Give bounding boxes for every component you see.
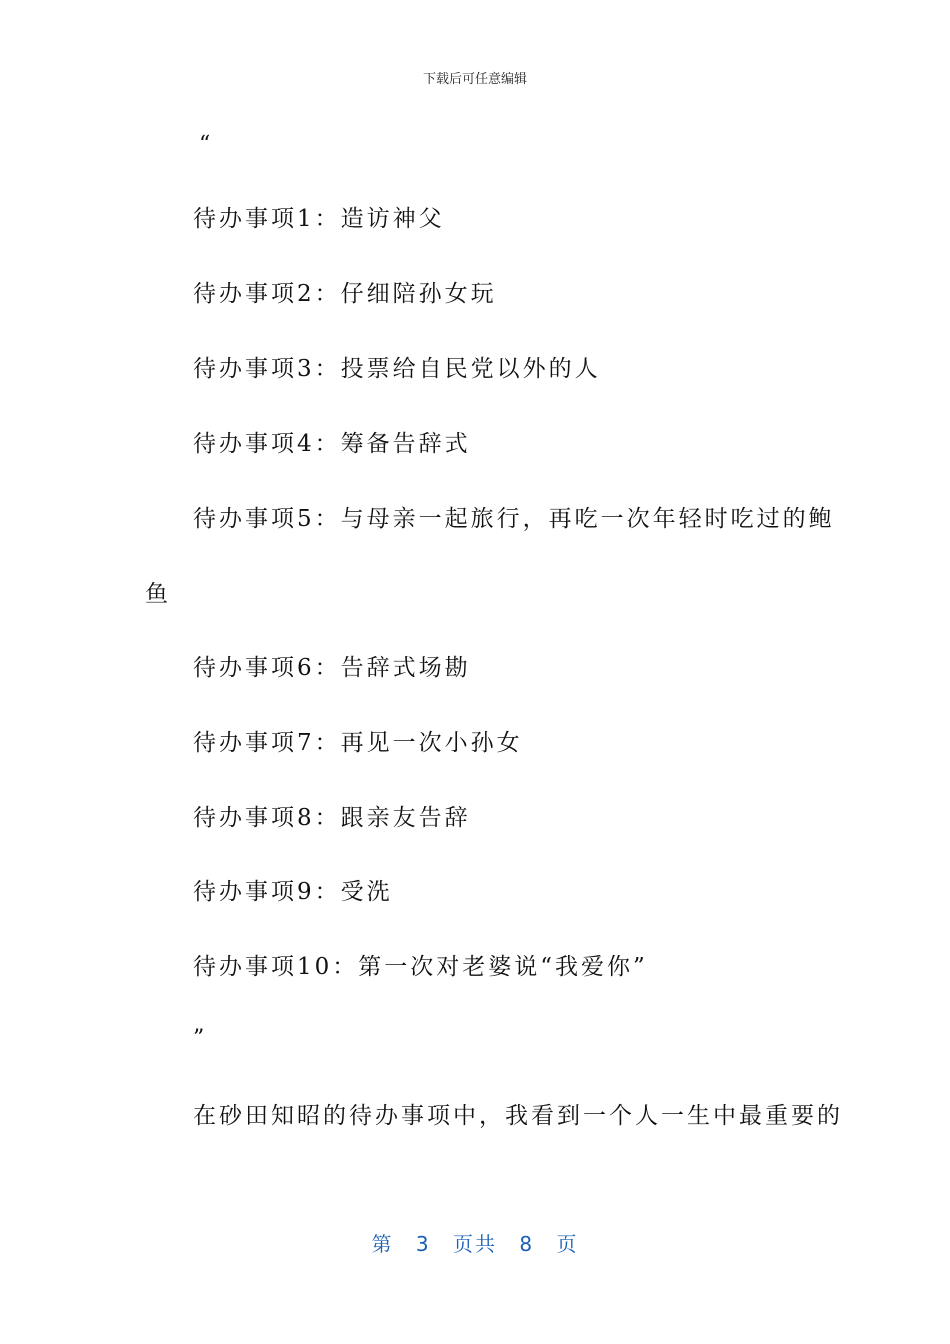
todo-item-2: 待办事项2：仔细陪孙女玩: [193, 281, 497, 307]
paragraph-start: 在砂田知昭的待办事项中，我看到一个人一生中最重要的: [193, 1103, 843, 1129]
page-footer: [0, 1228, 950, 1257]
todo-item-10: 待办事项10：第一次对老婆说“我爱你”: [193, 954, 648, 980]
todo-item-8: 待办事项8：跟亲友告辞: [193, 805, 471, 831]
todo-item-3: 待办事项3：投票给自民党以外的人: [193, 356, 601, 382]
page-number: 3: [415, 1232, 431, 1256]
todo-item-6: 待办事项6：告辞式场勘: [193, 655, 471, 681]
total-pages: 8: [519, 1232, 535, 1256]
todo-item-7: 待办事项7：再见一次小孙女: [193, 730, 523, 756]
header-note: 下载后可任意编辑: [422, 72, 527, 87]
todo-item-9: 待办事项9：受洗: [193, 879, 393, 905]
total-label: 页共: [453, 1232, 497, 1256]
open-quote: “: [199, 132, 211, 157]
todo-item-1: 待办事项1：造访神父: [193, 206, 445, 232]
todo-item-5-continuation: 鱼: [145, 581, 171, 607]
close-quote: ”: [193, 1026, 205, 1051]
page-suffix: 页: [556, 1232, 579, 1256]
page-label: 第: [371, 1232, 394, 1256]
todo-item-5: 待办事项5：与母亲一起旅行，再吃一次年轻时吃过的鲍: [193, 506, 835, 532]
todo-item-4: 待办事项4：筹备告辞式: [193, 431, 471, 457]
